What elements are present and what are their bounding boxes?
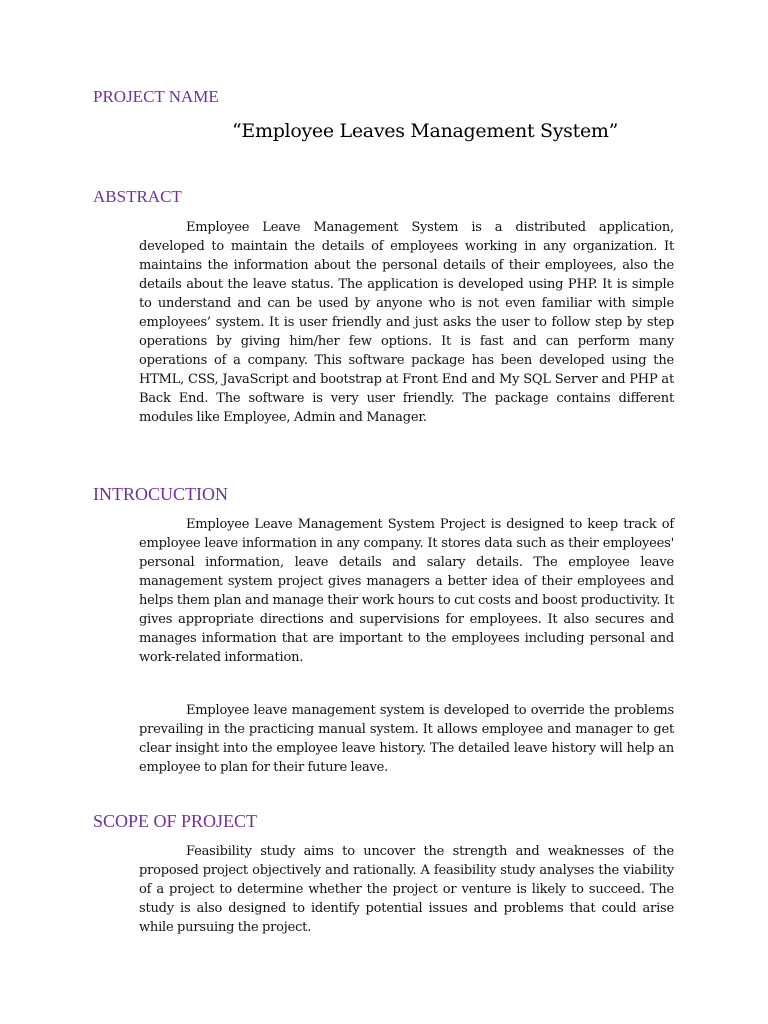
introduction-paragraph-2: Employee leave management system is developed to override the problems prevailing in the practicing manual system. It allows employee and manager to get clear insight into the employee leave history. The detailed leave history will help an employee to plan for their future leave. bbox=[139, 703, 674, 775]
scope-paragraph: Feasibility study aims to uncover the strength and weaknesses of the proposed project objectively and rationally. A feasibility study analyses the viability of a project to determine whether the project or venture is likely to succeed. The study is also designed to identify potential issues and problems that could arise while pursuing the project. bbox=[139, 844, 674, 935]
scope-heading: SCOPE OF PROJECT bbox=[93, 811, 258, 831]
project-name-heading: PROJECT NAME bbox=[93, 87, 219, 106]
abstract-paragraph: Employee Leave Management System is a distributed application, developed to maintain the details of employees working in any organization. It maintains the information about the personal details of their employees, also the details about the leave status. The application is developed using PHP. It is simple to understand and can be used by anyone who is not even familiar with simple employees’ system. It is user friendly and just asks the user to follow step by step operations by giving him/her few options. It is fast and can perform many operations of a company. This software package has been developed using the HTML, CSS, JavaScript and bootstrap at Front End and My SQL Server and PHP at Back End. The software is very user friendly. The package contains different modules like Employee, Admin and Manager. bbox=[139, 220, 674, 425]
introduction-heading: INTROCUCTION bbox=[93, 484, 228, 504]
introduction-paragraph-1: Employee Leave Management System Project is designed to keep track of employee leave information in any company. It stores data such as their employees' personal information, leave details and salary details. The employee leave management system project gives managers a better idea of their employees and helps them plan and manage their work hours to cut costs and boost productivity. It gives appropriate directions and supervisions for employees. It also secures and manages information that are important to the employees including personal and work-related information. bbox=[139, 517, 674, 665]
abstract-heading: ABSTRACT bbox=[93, 187, 182, 206]
project-title: “Employee Leaves Management System” bbox=[232, 120, 619, 142]
